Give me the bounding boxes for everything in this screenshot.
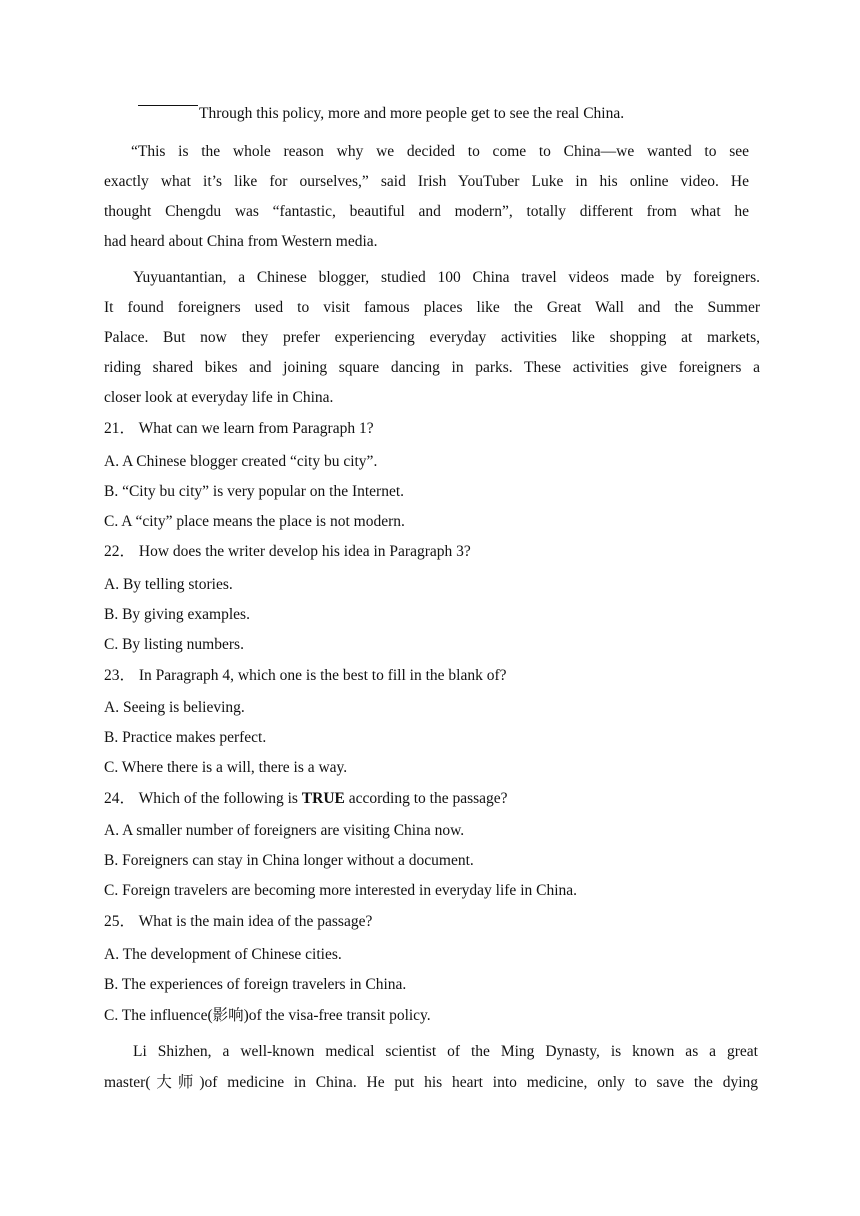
paragraph-blogger-line-3: Palace. But now they prefer experiencing everyday activities like shopping at markets,: [104, 329, 760, 346]
paragraph-luke-line-1: “This is the whole reason why we decided to come to China—we wanted to see: [131, 143, 749, 160]
question-23: [104, 666, 507, 686]
question-21: [104, 419, 374, 439]
question-number: 23．: [104, 667, 136, 684]
option-21-a: A. A Chinese blogger created “city bu city”.: [104, 453, 378, 470]
option-23-a: A. Seeing is believing.: [104, 699, 245, 716]
question-number: 21．: [104, 420, 136, 437]
option-25-a: A. The development of Chinese cities.: [104, 946, 342, 963]
paragraph-li-line-1: Li Shizhen, a well-known medical scientist of the Ming Dynasty, is known as a great: [133, 1043, 758, 1060]
paragraph-li-line-2: master(大师)of medicine in China. He put his heart into medicine, only to save the dying: [104, 1074, 758, 1091]
question-text-after: according to the passage?: [344, 790, 508, 807]
paragraph-blogger-line-2: It found foreigners used to visit famous places like the Great Wall and the Summer: [104, 299, 760, 316]
question-number: 25．: [104, 913, 136, 930]
question-number: 24．: [104, 790, 136, 807]
option-24-a: A. A smaller number of foreigners are visiting China now.: [104, 822, 465, 839]
option-22-c: C. By listing numbers.: [104, 636, 244, 653]
paragraph-luke-line-4: had heard about China from Western media.: [104, 233, 378, 250]
option-22-b: B. By giving examples.: [104, 606, 250, 623]
question-text: What can we learn from Paragraph 1?: [138, 420, 374, 437]
paragraph-blogger-line-1: Yuyuantantian, a Chinese blogger, studied 100 China travel videos made by foreigners.: [133, 269, 760, 286]
question-text-before: Which of the following is: [138, 790, 302, 807]
question-text: How does the writer develop his idea in Paragraph 3?: [138, 543, 471, 560]
option-23-b: B. Practice makes perfect.: [104, 729, 267, 746]
option-24-c: C. Foreign travelers are becoming more interested in everyday life in China.: [104, 882, 578, 899]
question-number: 22．: [104, 543, 136, 560]
question-text: What is the main idea of the passage?: [138, 913, 373, 930]
question-text: In Paragraph 4, which one is the best to fill in the blank of?: [138, 667, 507, 684]
paragraph-blogger-line-5: closer look at everyday life in China.: [104, 389, 334, 406]
option-23-c: C. Where there is a will, there is a way.: [104, 759, 348, 776]
paragraph-luke-line-2: exactly what it’s like for ourselves,” said Irish YouTuber Luke in his online video. He: [104, 173, 749, 190]
paragraph-luke-line-3: thought Chengdu was “fantastic, beautiful and modern”, totally different from what he: [104, 203, 749, 220]
option-21-c: C. A “city” place means the place is not modern.: [104, 513, 405, 530]
option-22-a: A. By telling stories.: [104, 576, 233, 593]
option-24-b: B. Foreigners can stay in China longer without a document.: [104, 852, 474, 869]
paragraph-blogger-line-4: riding shared bikes and joining square dancing in parks. These activities give foreigners a: [104, 359, 760, 376]
answer-blank: [138, 104, 198, 106]
question-24: [104, 789, 508, 809]
emphasis-true: TRUE: [301, 790, 345, 807]
option-25-b: B. The experiences of foreign travelers in China.: [104, 976, 407, 993]
intro-sentence: Through this policy, more and more people get to see the real China.: [199, 105, 625, 122]
question-25: [104, 912, 372, 932]
question-22: [104, 542, 471, 562]
option-25-c: C. The influence(影响)of the visa-free transit policy.: [104, 1007, 431, 1024]
option-21-b: B. “City bu city” is very popular on the Internet.: [104, 483, 405, 500]
